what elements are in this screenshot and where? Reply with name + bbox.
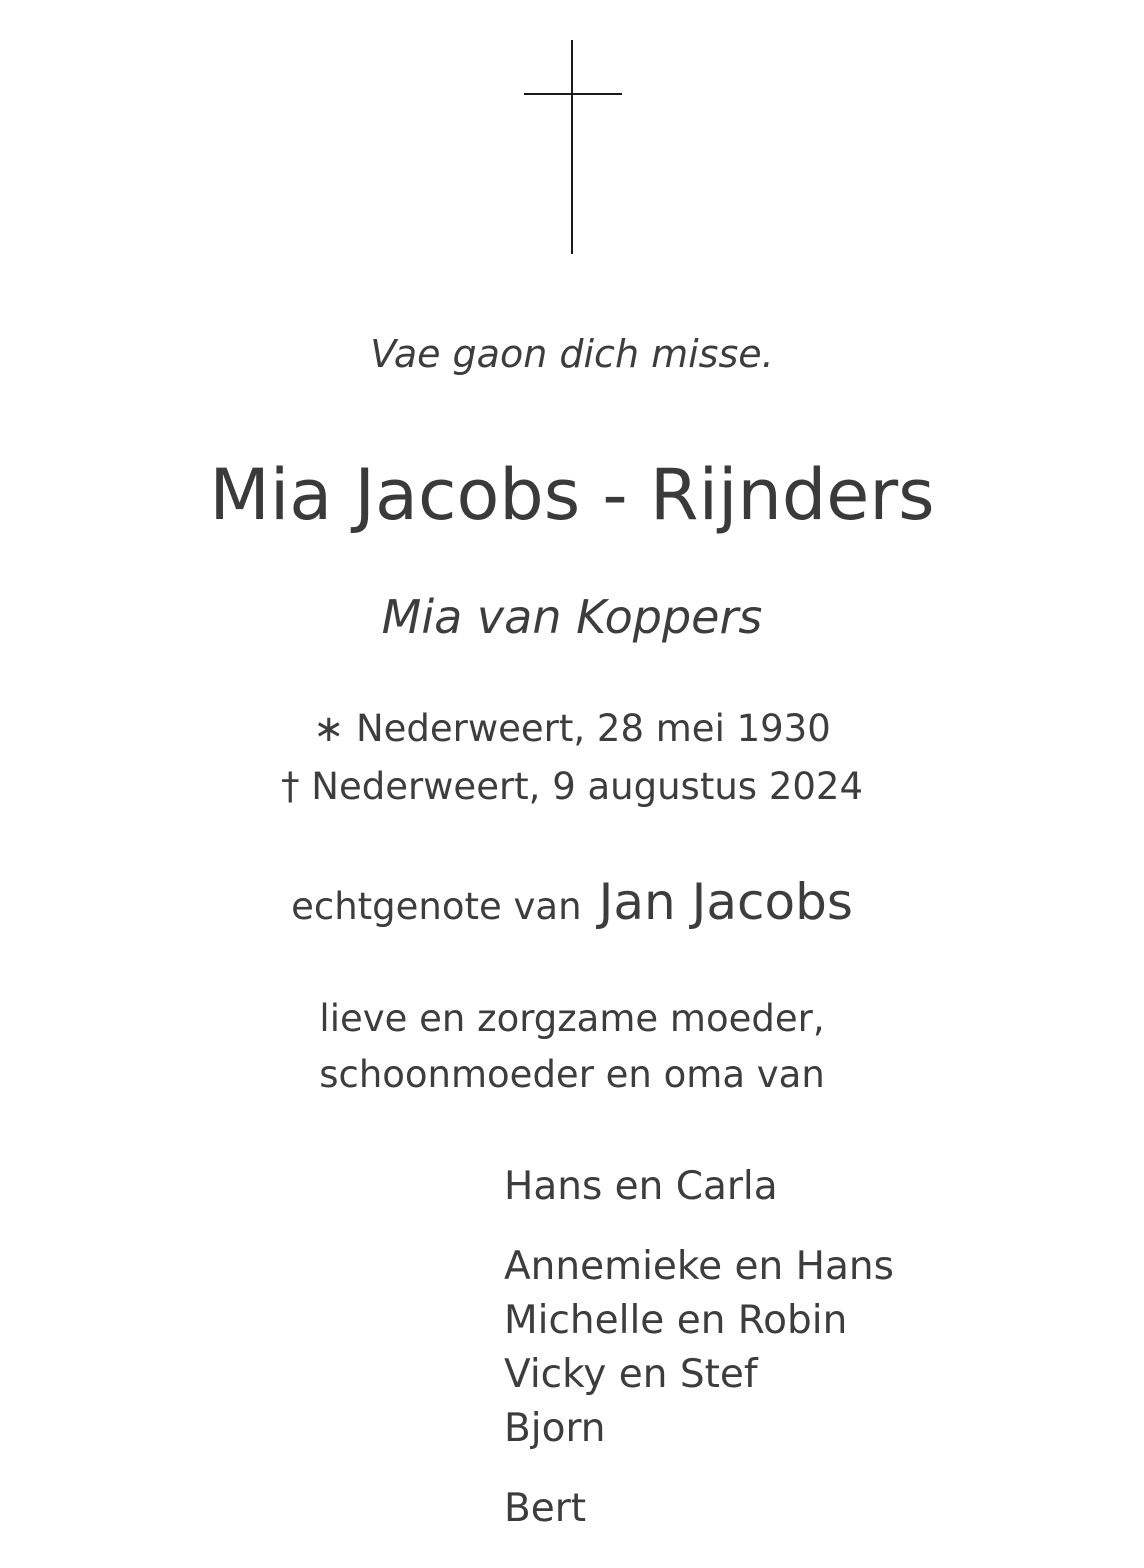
spouse-label: echtgenote van: [291, 885, 582, 928]
description-line-1: lieve en zorgzame moeder,: [319, 997, 825, 1040]
death-line: † Nederweert, 9 augustus 2024: [281, 765, 863, 808]
motto: Vae gaon dich misse.: [370, 332, 774, 376]
spouse-line: [0, 870, 1144, 946]
deceased-name: Mia Jacobs - Rijnders: [209, 454, 935, 536]
deceased-nickname: Mia van Koppers: [381, 590, 763, 644]
family-member: Bjorn: [504, 1406, 606, 1451]
family-member: Bert: [504, 1486, 587, 1531]
cross-icon: [0, 0, 1144, 270]
family-member: Annemieke en Hans: [504, 1244, 894, 1289]
family-list: [504, 1160, 894, 1536]
family-member: Vicky en Stef: [504, 1352, 758, 1397]
description-line-2: schoonmoeder en oma van: [319, 1053, 825, 1096]
family-member: Michelle en Robin: [504, 1298, 848, 1343]
spouse-name: Jan Jacobs: [598, 873, 853, 931]
birth-line: ∗ Nederweert, 28 mei 1930: [313, 707, 831, 750]
family-member: Hans en Carla: [504, 1164, 778, 1209]
